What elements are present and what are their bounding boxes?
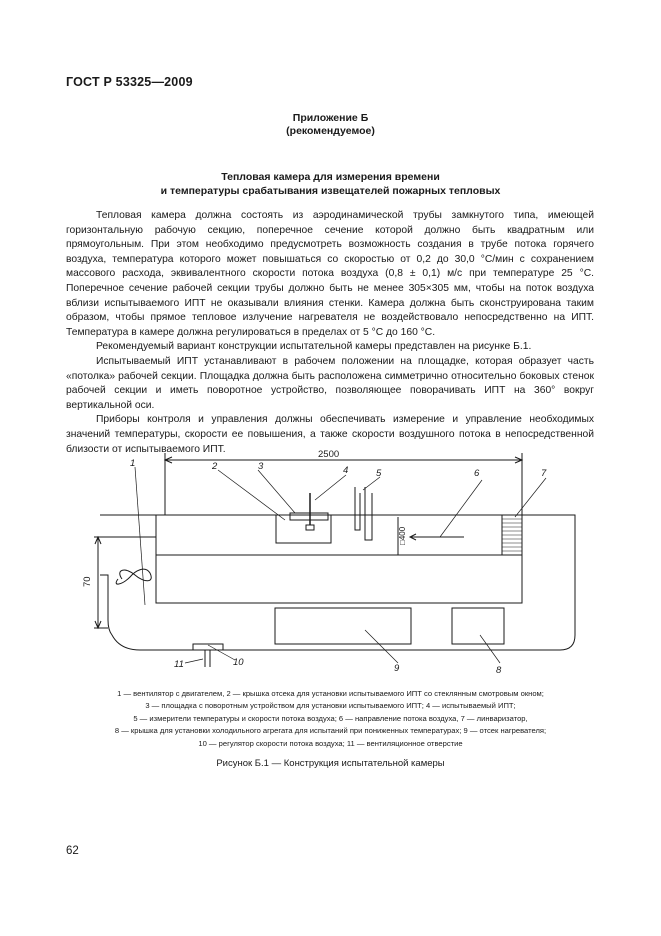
callout-1: 1 (130, 458, 136, 469)
paragraph: Приборы контроля и управления должны обеспечивать измерение и управление необходимых значений температуры, скорости ее повышения, а также скорости воздушного потока в непосредственной близости от испытываемого ИПТ. (66, 414, 594, 455)
figure-caption: Рисунок Б.1 — Конструкция испытательной камеры (216, 758, 445, 769)
callout-8: 8 (496, 665, 502, 676)
legend-line: 10 — регулятор скорости потока воздуха; 11 — вентиляционное отверстие (198, 738, 463, 748)
page-number: 62 (66, 845, 79, 857)
legend-line: 8 — крышка для установки холодильного агрегата для испытаний при пониженных температурах; 9 — отсек нагревателя; (114, 726, 547, 736)
standard-code: ГОСТ Р 53325—2009 (66, 75, 193, 89)
dimension-length-label: 2500 (318, 449, 340, 460)
paragraph: Испытываемый ИПТ устанавливают в рабочем положении на площадке, которая образует часть «потолка» рабочей секции. Площадка должна быть расположена симметрично относительно боковых стенок рабочей секции и иметь поворотное устройство, позволяющее поворачивать ИПТ на 360° вокруг вертикальной оси. (66, 355, 594, 411)
probe-left (355, 487, 360, 530)
heater-compartment (275, 608, 411, 644)
figure-legend (40, 688, 621, 750)
airflow-regulator (193, 644, 223, 650)
callout-2: 2 (212, 461, 218, 472)
section-title-line1: Тепловая камера для измерения времени (221, 171, 440, 183)
legend-line: 1 — вентилятор с двигателем, 2 — крышка отсека для установки испытываемого ИПТ со стеклянным смотровым окном; (117, 689, 544, 698)
dimension-section-label: □400 (398, 526, 407, 545)
callout-4: 4 (343, 465, 349, 476)
inner-duct (156, 515, 522, 603)
callout-9: 9 (394, 663, 400, 674)
section-title-line2: и температуры срабатывания извещателей пожарных тепловых (160, 185, 501, 197)
refrigeration-lid (452, 608, 504, 644)
rotating-platform (290, 513, 328, 520)
callout-10: 10 (233, 657, 244, 668)
body-text (66, 209, 594, 457)
callout-5: 5 (376, 468, 382, 479)
legend-line: 3 — площадка с поворотным устройством для установки испытываемого ИПТ; 4 — испытываемый ИПТ; (145, 701, 516, 711)
paragraph: Тепловая камера должна состоять из аэродинамической трубы замкнутого типа, имеющей горизонтальную рабочую секцию, поперечное сечение которой должно быть квадратным или прямоугольным. При этом необходимо предусмотреть возможность создания в трубе потока горячего воздуха, температура которого может повышаться со скоростью от 0,2 до 30,0 °С/мин с сохранением массового расхода, эквивалентного скорости потока воздуха (0,8 ± 0,1) м/с при температуре 25 °С. Поперечное сечение рабочей секции трубы должно быть не менее 305×305 мм, чтобы на поток воздуха вблизи испытываемого ИПТ не оказывали влияния стенки. Камера должна быть сконструирована таким образом, чтобы прямое тепловое излучение нагревателя не воздействовало непосредственно на ИПТ. Температура в камере должна регулироваться в пределах от 5 °С до 160 °С. (66, 210, 594, 338)
fan-symbol (116, 569, 151, 584)
dimension-height-label: 70 (82, 576, 93, 587)
probe-right (365, 487, 372, 540)
callout-7: 7 (541, 468, 547, 479)
paragraph: Рекомендуемый вариант конструкции испытательной камеры представлен на рисунке Б.1. (96, 341, 532, 353)
callout-11: 11 (174, 659, 184, 670)
appendix-status: (рекомендуемое) (286, 125, 375, 137)
appendix-label: Приложение Б (292, 112, 369, 124)
callout-3: 3 (258, 461, 264, 472)
callout-6: 6 (474, 468, 480, 479)
legend-line: 5 — измерители температуры и скорости потока воздуха; 6 — направление потока воздуха, 7 — линваризатор, (133, 713, 528, 723)
test-chamber-diagram (60, 445, 590, 680)
